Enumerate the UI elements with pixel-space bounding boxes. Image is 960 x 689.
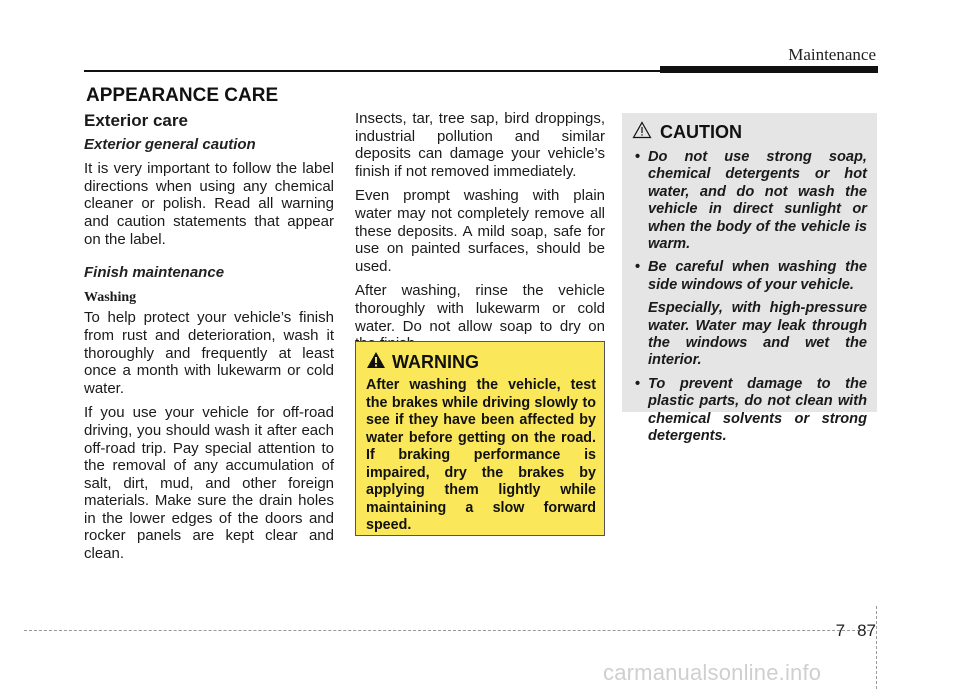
running-header: Maintenance [788,45,876,64]
caution-bullet: • [635,375,641,392]
caution-item-text: Be careful when washing the side windows of your vehicle. [648,259,867,293]
warning-title: WARNING [392,352,479,372]
footer-vertical-rule [876,606,877,689]
warning-text: After washing the vehicle, test the brakes while driving slowly to see if they have been affected by water before getting on the road. If braking performance is impaired, dry the brakes by applying them lightly while maintaining a slow forward speed. [366,377,596,533]
watermark: carmanualsonline.info [603,660,822,685]
mild-soap-paragraph: Even prompt washing with plain water may not completely remove all these deposits. A mild soap, safe for use on painted surfaces, should be used. [355,187,605,275]
caution-list [632,149,867,446]
middle-column [355,110,605,360]
deposits-paragraph: Insects, tar, tree sap, bird droppings, industrial pollution and similar deposits can damage your vehicle’s finish if not removed immediately. [355,110,605,180]
caution-header [632,121,867,144]
footer-dashed-rule [24,630,870,631]
caution-triangle-icon [632,121,652,144]
caution-box [622,113,877,445]
warning-box [355,341,605,536]
washing-paragraph-1: To help protect your vehicle’s finish from rust and deterioration, wash it thoroughly and frequently at least once a month with lukewarm or cold water. [84,309,334,397]
caution-item [632,259,867,369]
caution-title: CAUTION [660,122,742,142]
chapter-number: 7 [835,621,846,640]
caution-item [632,376,867,446]
exterior-care-heading: Exterior care [84,111,188,130]
caution-item-extra: Especially, with high-pressure water. Water may leak through the windows and wet the interior. [648,300,867,369]
page-number [836,621,876,641]
caution-bullet: • [635,149,641,165]
caution-bullet: • [635,259,641,276]
section-title: APPEARANCE CARE [86,85,279,106]
caution-item-text: Do not use strong soap, chemical detergents or hot water, and do not wash the vehicle in direct sunlight or when the body of the vehicle is warm. [648,149,867,253]
caution-item [632,149,867,253]
washing-heading: Washing [84,289,137,305]
washing-paragraph-2: If you use your vehicle for off-road driving, you should wash it after each off-road trip. Pay special attention to the removal of any accumulation of salt, dirt, mud, and other foreign materials. Make sure the drain holes in the lower edges of the doors and rocker panels are kept clear and clean. [84,404,334,563]
left-column [84,112,334,570]
general-caution-heading: Exterior general caution [84,135,256,153]
finish-maintenance-heading: Finish maintenance [84,264,225,282]
page-number-value: 87 [857,621,876,640]
rinse-paragraph: After washing, rinse the vehicle thoroughly with lukewarm or cold water. Do not allow soap to dry on [355,282,605,335]
caution-item-text: To prevent damage to the plastic parts, do not clean with chemical solvents or strong detergents. [648,375,867,445]
header-rule-thin [84,70,660,72]
general-caution-text: It is very important to follow the label directions when using any chemical cleaner or polish. Read all warning and caution statements that appear on the label. [84,160,334,248]
warning-header [366,351,596,374]
warning-triangle-icon [366,351,386,374]
header-rule-thick [660,66,878,73]
